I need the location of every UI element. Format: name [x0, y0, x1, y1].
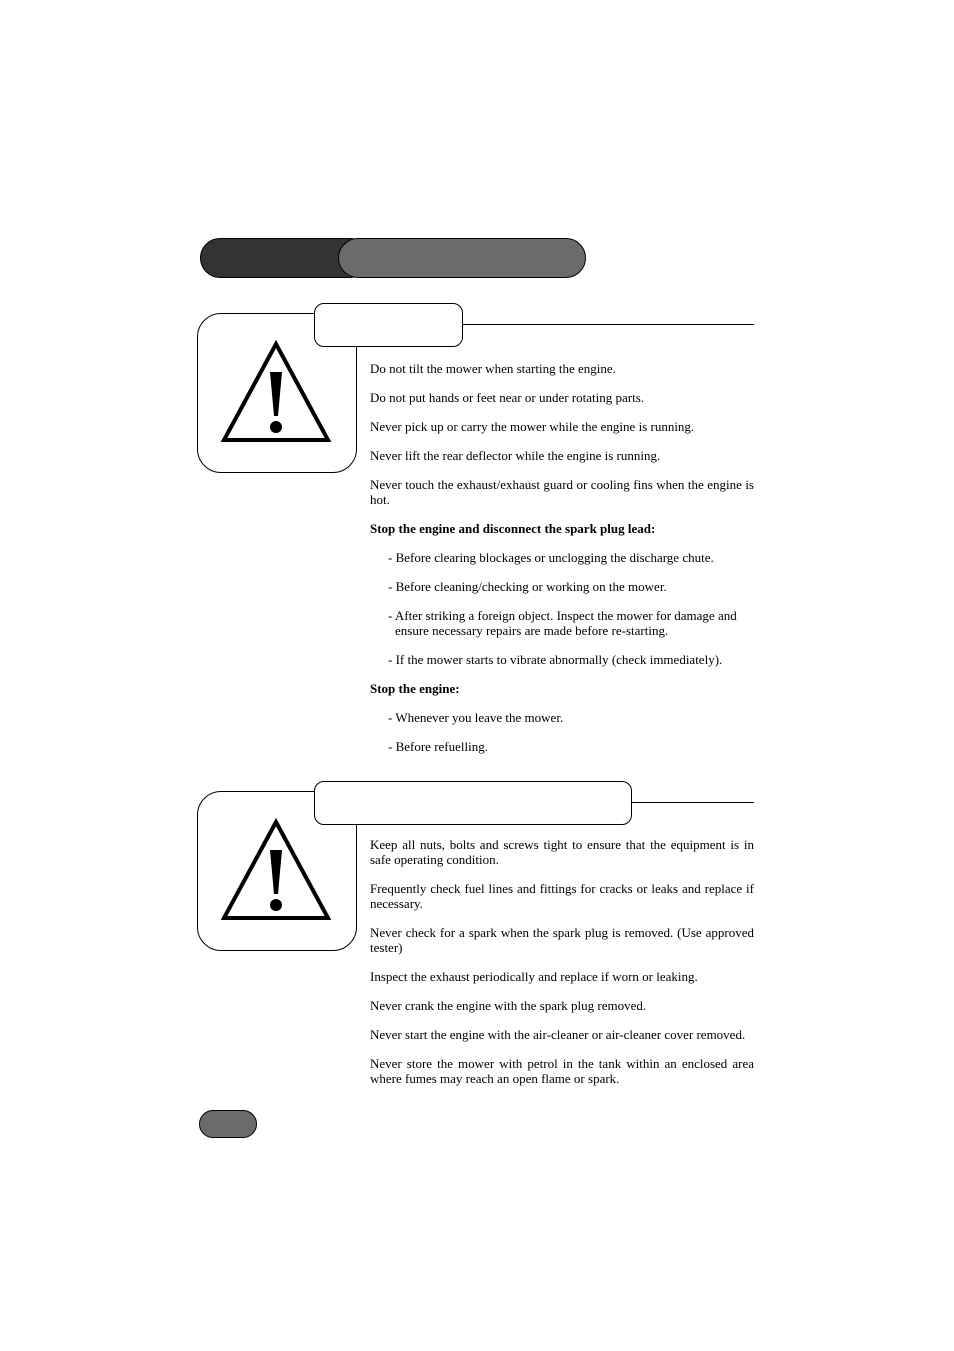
list-item: - If the mower starts to vibrate abnormally (check immediately). [388, 652, 723, 667]
warning-triangle-icon [220, 818, 332, 922]
maintenance-item: Never start the engine with the air-cleaner or air-cleaner cover removed. [370, 1027, 746, 1042]
maintenance-item: Never crank the engine with the spark plug removed. [370, 998, 647, 1013]
header-tab-grey [338, 238, 586, 278]
warning-triangle-icon [220, 340, 332, 444]
subheading: Stop the engine: [370, 681, 460, 696]
section1-text [370, 361, 754, 768]
maintenance-item: Never check for a spark when the spark plug is removed. (Use approved tester) [370, 925, 754, 955]
section-label-box [314, 303, 463, 347]
safety-item: Do not tilt the mower when starting the engine. [370, 361, 616, 376]
safety-item: Never lift the rear deflector while the engine is running. [370, 448, 661, 463]
list-item: - Before cleaning/checking or working on the mower. [388, 579, 667, 594]
list-item: - Whenever you leave the mower. [388, 710, 564, 725]
safety-item: Do not put hands or feet near or under rotating parts. [370, 390, 645, 405]
list-item: - Before clearing blockages or unclogging the discharge chute. [388, 550, 714, 565]
page-number-pill [199, 1110, 257, 1138]
section-rule [463, 324, 754, 325]
safety-item: Never touch the exhaust/exhaust guard or cooling fins when the engine is hot. [370, 477, 754, 507]
maintenance-item: Frequently check fuel lines and fittings for cracks or leaks and replace if necessary. [370, 881, 754, 911]
maintenance-item: Inspect the exhaust periodically and replace if worn or leaking. [370, 969, 698, 984]
section-rule [632, 802, 754, 803]
section2-text [370, 837, 754, 1100]
list-item: - Before refuelling. [388, 739, 488, 754]
maintenance-item: Never store the mower with petrol in the tank within an enclosed area where fumes may reach an open flame or spark. [370, 1056, 754, 1086]
maintenance-item: Keep all nuts, bolts and screws tight to ensure that the equipment is in safe operating condition. [370, 837, 754, 867]
list-item: - After striking a foreign object. Inspect the mower for damage and ensure necessary repairs are made before re-starting. [388, 608, 737, 638]
section-label-box [314, 781, 632, 825]
subheading: Stop the engine and disconnect the spark plug lead: [370, 521, 656, 536]
safety-item: Never pick up or carry the mower while the engine is running. [370, 419, 695, 434]
